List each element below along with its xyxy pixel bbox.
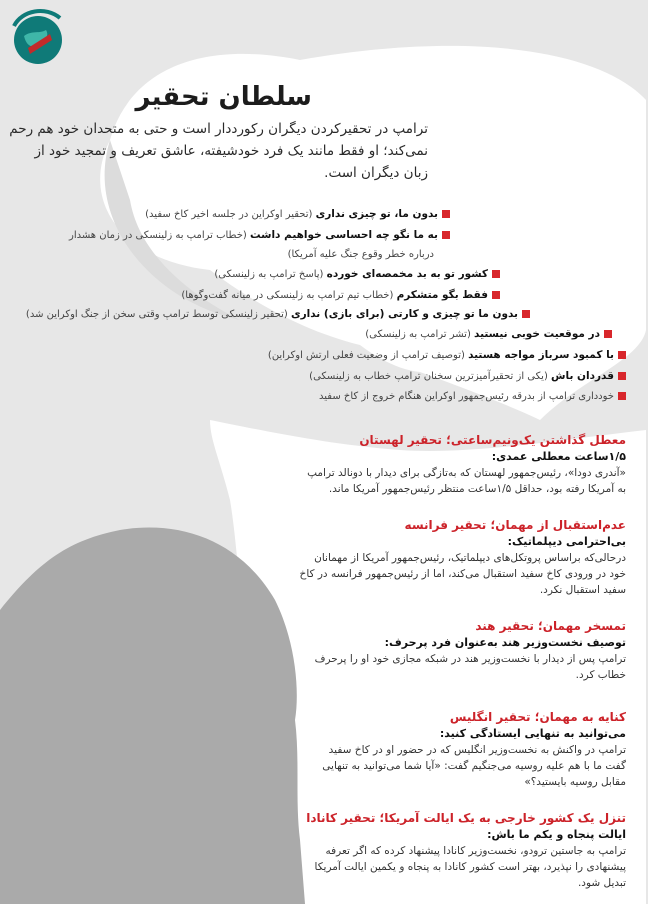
red-square-icon bbox=[618, 392, 626, 400]
red-square-icon bbox=[522, 310, 530, 318]
section-heading: کنایه به مهمان؛ تحقیر انگلیس bbox=[449, 710, 626, 724]
section-england bbox=[306, 709, 626, 790]
brand-logo bbox=[6, 4, 72, 70]
section-france bbox=[296, 517, 626, 598]
bullet-item: کشور تو به بد مخمصه‌ای خورده (پاسخ ترامپ به زلینسکی) bbox=[214, 268, 500, 280]
section-canada bbox=[306, 810, 626, 891]
section-body: «آندری دودا»، رئیس‌جمهور لهستان که به‌تازگی برای دیدار با دونالد ترامپ به آمریکا رفته بود، حداقل ۱/۵ساعت منتظر رئیس‌جمهور آمریکا ماند. bbox=[307, 467, 626, 495]
bullet-item-continuation: درباره خطر وقوع جنگ علیه آمریکا) bbox=[287, 249, 434, 260]
red-square-icon bbox=[618, 351, 626, 359]
red-square-icon bbox=[442, 210, 450, 218]
section-body: ترامپ در واکنش به نخست‌وزیر انگلیس که در حضور او در کاخ سفید گفت ما با هم علیه روسیه می‌جنگیم گفت: «آیا شما می‌توانید به تنهایی مقابل روسیه بایستید؟» bbox=[322, 744, 626, 788]
page-title: سلطان تحقیر bbox=[135, 82, 312, 112]
section-body: ترامپ پس از دیدار با نخست‌وزیر هند در شبکه مجازی خود او را پرحرف خطاب کرد. bbox=[314, 653, 626, 681]
section-heading: معطل گذاشتن یک‌ونیم‌ساعتی؛ تحقیر لهستان bbox=[359, 433, 626, 447]
section-body: درحالی‌که براساس پروتکل‌های دیپلماتیک، رئیس‌جمهور آمریکا از مهمانان خود در ورودی کاخ سفید استقبال می‌کند، اما از رئیس‌جمهور فرانسه در کاخ سفید استقبال نکرد. bbox=[299, 552, 626, 596]
section-heading: تمسخر مهمان؛ تحقیر هند bbox=[475, 619, 626, 633]
red-square-icon bbox=[442, 231, 450, 239]
section-subheading: توصیف نخست‌وزیر هند به‌عنوان فرد پرحرف: bbox=[384, 636, 626, 649]
bullet-item: بدون ما، تو چیزی نداری (تحقیر اوکراین در جلسه اخیر کاخ سفید) bbox=[145, 208, 450, 220]
bullet-item: بدون ما تو چیزی و کارتی (برای بازی) نداری (تحقیر زلینسکی توسط ترامپ وقتی سخن از جنگ اوکراین شد) bbox=[26, 308, 530, 320]
section-heading: عدم‌استقبال از مهمان؛ تحقیر فرانسه bbox=[404, 518, 626, 532]
red-square-icon bbox=[492, 270, 500, 278]
section-subheading: ایالت پنجاه و یکم ما باش: bbox=[487, 828, 626, 841]
intro-paragraph: ترامپ در تحقیرکردن دیگران رکورددار است و حتی به متحدان خود هم رحم نمی‌کند؛ او فقط مانند یک فرد خودشیفته، عاشق تعریف و تمجید خود از زبان دیگران است. bbox=[9, 121, 428, 181]
section-subheading: ۱/۵ساعت معطلی عمدی: bbox=[491, 450, 626, 463]
section-subheading: می‌توانید به تنهایی ایستادگی کنید: bbox=[439, 727, 626, 740]
section-body: ترامپ به جاستین ترودو، نخست‌وزیر کانادا پیشنهاد کرده که اگر تعرفه پیشنهادی را نپذیرد، بهتر است کشور کانادا به پنجاه و یکمین ایالت آمریکا تبدیل شود. bbox=[314, 845, 626, 889]
red-square-icon bbox=[618, 372, 626, 380]
bullet-item: در موقعیت خوبی نیستید (تشر ترامپ به زلینسکی) bbox=[365, 328, 612, 340]
bullet-item: خودداری ترامپ از بدرقه رئیس‌جمهور اوکراین هنگام خروج از کاخ سفید bbox=[319, 391, 626, 402]
red-square-icon bbox=[492, 291, 500, 299]
bullet-item: به ما نگو چه احساسی خواهیم داشت (خطاب ترامپ به زلینسکی در زمان هشدار bbox=[69, 229, 450, 241]
bullet-item: قدردان باش (یکی از تحقیرآمیزترین سخنان ترامپ خطاب به زلینسکی) bbox=[309, 370, 626, 382]
section-poland bbox=[306, 432, 626, 497]
bullet-item: با کمبود سرباز مواجه هستید (توصیف ترامپ از وضعیت فعلی ارتش اوکراین) bbox=[268, 349, 626, 361]
red-square-icon bbox=[604, 330, 612, 338]
section-india bbox=[306, 618, 626, 683]
section-subheading: بی‌احترامی دیپلماتیک: bbox=[507, 535, 626, 548]
profile-silhouette bbox=[0, 528, 305, 904]
bullet-item: فقط بگو متشکرم (خطاب تیم ترامپ به زلینسکی در میانه گفت‌وگوها) bbox=[181, 289, 500, 301]
section-heading: تنزل یک کشور خارجی به یک ایالت آمریکا؛ تحقیر کانادا bbox=[306, 811, 626, 825]
